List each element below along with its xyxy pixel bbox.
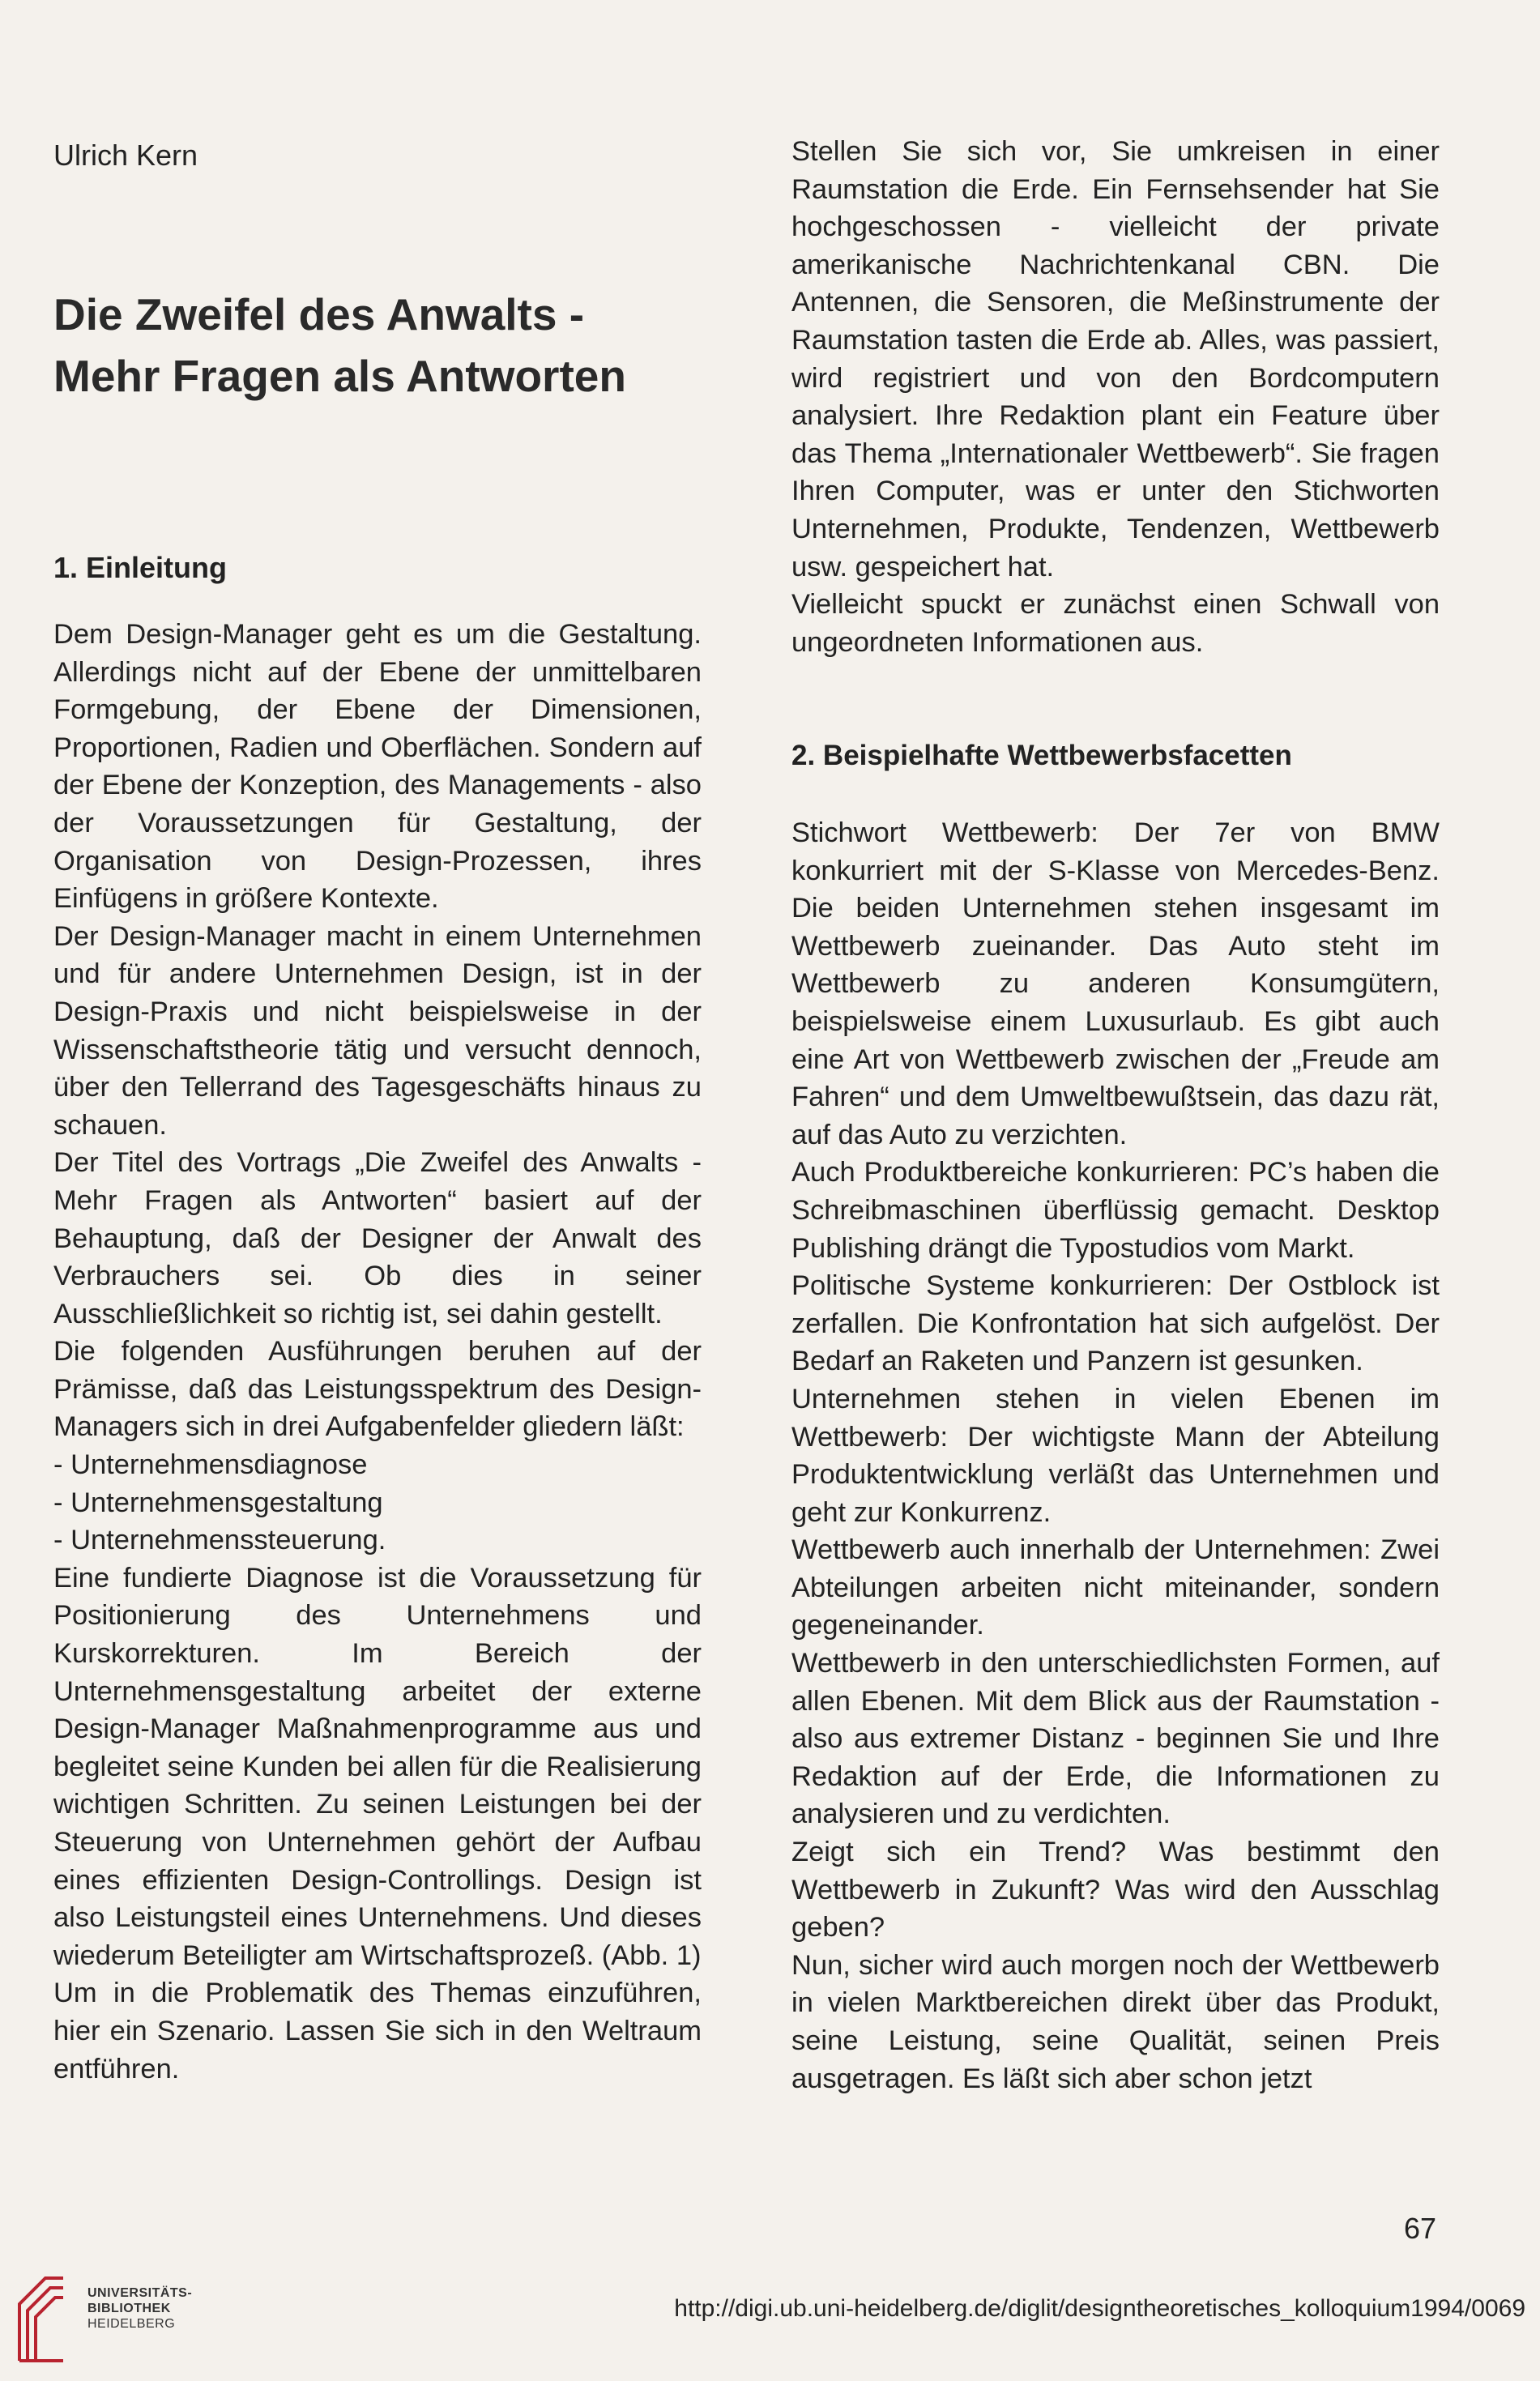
paragraph: Vielleicht spuckt er zunächst einen Schwall von ungeordneten Informationen aus. xyxy=(791,589,1440,658)
paragraph: Wettbewerb auch innerhalb der Unternehmen: Zwei Abteilungen arbeiten nicht miteinander, sondern gegeneinander. xyxy=(791,1534,1440,1641)
paragraph: Die folgenden Ausführungen beruhen auf der Prämisse, daß das Leistungsspektrum des Design-Managers sich in drei Aufgabenfelder gliedern läßt: xyxy=(53,1336,702,1443)
paragraph: Auch Produktbereiche konkurrieren: PC’s haben die Schreibmaschinen überflüssig gemacht. Desktop Publishing drängt die Typostudios vom Markt. xyxy=(791,1157,1440,1264)
title-line-2: Mehr Fragen als Antworten xyxy=(53,351,626,401)
author-name: Ulrich Kern xyxy=(53,139,198,172)
library-name-line-2: BIBLIOTHEK xyxy=(87,2302,171,2315)
article-title xyxy=(53,284,626,407)
paragraph: Der Design-Manager macht in einem Unternehmen und für andere Unternehmen Design, ist in der Design-Praxis und nicht beispielsweise in der Wissenschaftstheorie tätig und versucht dennoch, über den Tellerrand des Tagesgeschäfts hinaus zu schauen. xyxy=(53,920,702,1141)
right-column-intro xyxy=(791,133,1440,661)
paragraph: Unternehmen stehen in vielen Ebenen im Wettbewerb: Der wichtigste Mann der Abteilung Produktentwicklung verläßt das Unternehmen und geht zur Konkurrenz. xyxy=(791,1383,1440,1528)
source-url-link[interactable]: http://digi.ub.uni-heidelberg.de/diglit/designtheoretisches_kolloquium1994/0069 xyxy=(674,2295,1525,2322)
paragraph: Stellen Sie sich vor, Sie umkreisen in einer Raumstation die Erde. Ein Fernsehsender hat Sie hochgeschossen - vielleicht der private amerikanische Nachrichtenkanal CBN. Die Antennen, die Sensoren, die Meßinstrumente der Raumstation tasten die Erde ab. Alles, was passiert, wird registriert und von den Bordcomputern analysiert. Ihre Redaktion plant ein Feature über das Thema „Internationaler Wettbewerb“. Sie fragen Ihren Computer, was er unter den Stichworten Unternehmen, Produkte, Tendenzen, Wettbewerb usw. gespeichert hat. xyxy=(791,136,1440,582)
paragraph: Der Titel des Vortrags „Die Zweifel des Anwalts - Mehr Fragen als Antworten“ basiert auf der Behauptung, daß der Designer der Anwalt des Verbrauchers sei. Ob dies in seiner Ausschließlichkeit so richtig ist, sei dahin gestellt. xyxy=(53,1147,702,1329)
list-item: - Unternehmensdiagnose xyxy=(53,1449,368,1481)
paragraph: Eine fundierte Diagnose ist die Voraussetzung für Positionierung des Unternehmens und Kurskorrekturen. Im Bereich der Unternehmensgestaltung arbeitet der externe Design-Manager Maßnahmenprogramme aus und begleitet seine Kunden bei allen für die Realisierung wichtigen Schritten. Zu seinen Leistungen bei der Steuerung von Unternehmen gehört der Aufbau eines effizienten Design-Controllings. Design ist also Leistungsteil eines Unternehmens. Und dieses wiederum Beteiligter am Wirtschaftsprozeß. (Abb. 1) xyxy=(53,1562,702,1971)
left-column-body xyxy=(53,616,702,2088)
list-item: - Unternehmenssteuerung. xyxy=(53,1525,386,1556)
library-name-line-3: HEIDELBERG xyxy=(87,2317,176,2331)
list-item: - Unternehmensgestaltung xyxy=(53,1487,383,1518)
paragraph: Wettbewerb in den unterschiedlichsten Formen, auf allen Ebenen. Mit dem Blick aus der Raumstation - also aus extremer Distanz - beginnen Sie und Ihre Redaktion auf der Erde, die Informationen zu analysieren und zu verdichten. xyxy=(791,1648,1440,1830)
library-logo-icon xyxy=(13,2272,70,2365)
right-column-body xyxy=(791,814,1440,2097)
paragraph: Dem Design-Manager geht es um die Gestaltung. Allerdings nicht auf der Ebene der unmittelbaren Formgebung, der Ebene der Dimensionen, Proportionen, Radien und Oberflächen. Sondern auf der Ebene der Konzeption, des Managements - also der Voraussetzungen für Gestaltung, der Organisation von Design-Prozessen, ihres Einfügens in größere Kontexte. xyxy=(53,619,702,915)
paragraph: Politische Systeme konkurrieren: Der Ostblock ist zerfallen. Die Konfrontation hat sich aufgelöst. Der Bedarf an Raketen und Panzern ist gesunken. xyxy=(791,1270,1440,1377)
title-line-1: Die Zweifel des Anwalts - xyxy=(53,289,585,339)
section-2-heading: 2. Beispielhafte Wettbewerbsfacetten xyxy=(791,740,1292,771)
library-name xyxy=(87,2285,192,2332)
page-number: 67 xyxy=(1404,2212,1437,2245)
paragraph: Nun, sicher wird auch morgen noch der Wettbewerb in vielen Marktbereichen direkt über das Produkt, seine Leistung, seine Qualität, seinen Preis ausgetragen. Es läßt sich aber schon jetzt xyxy=(791,1949,1440,2094)
paragraph: Stichwort Wettbewerb: Der 7er von BMW konkurriert mit der S-Klasse von Mercedes-Benz. Die beiden Unternehmen stehen insgesamt im Wettbewerb zueinander. Das Auto steht im Wettbewerb zu anderen Konsumgütern, beispielsweise einem Luxusurlaub. Es gibt auch eine Art von Wettbewerb zwischen der „Freude am Fahren“ und dem Umweltbewußtsein, das dazu rät, auf das Auto zu verzichten. xyxy=(791,817,1440,1150)
paragraph: Zeigt sich ein Trend? Was bestimmt den Wettbewerb in Zukunft? Was wird den Ausschlag geben? xyxy=(791,1837,1440,1944)
paragraph: Um in die Problematik des Themas einzuführen, hier ein Szenario. Lassen Sie sich in den Weltraum entführen. xyxy=(53,1978,702,2084)
section-1-heading: 1. Einleitung xyxy=(53,551,228,584)
library-name-line-1: UNIVERSITÄTS- xyxy=(87,2286,193,2300)
